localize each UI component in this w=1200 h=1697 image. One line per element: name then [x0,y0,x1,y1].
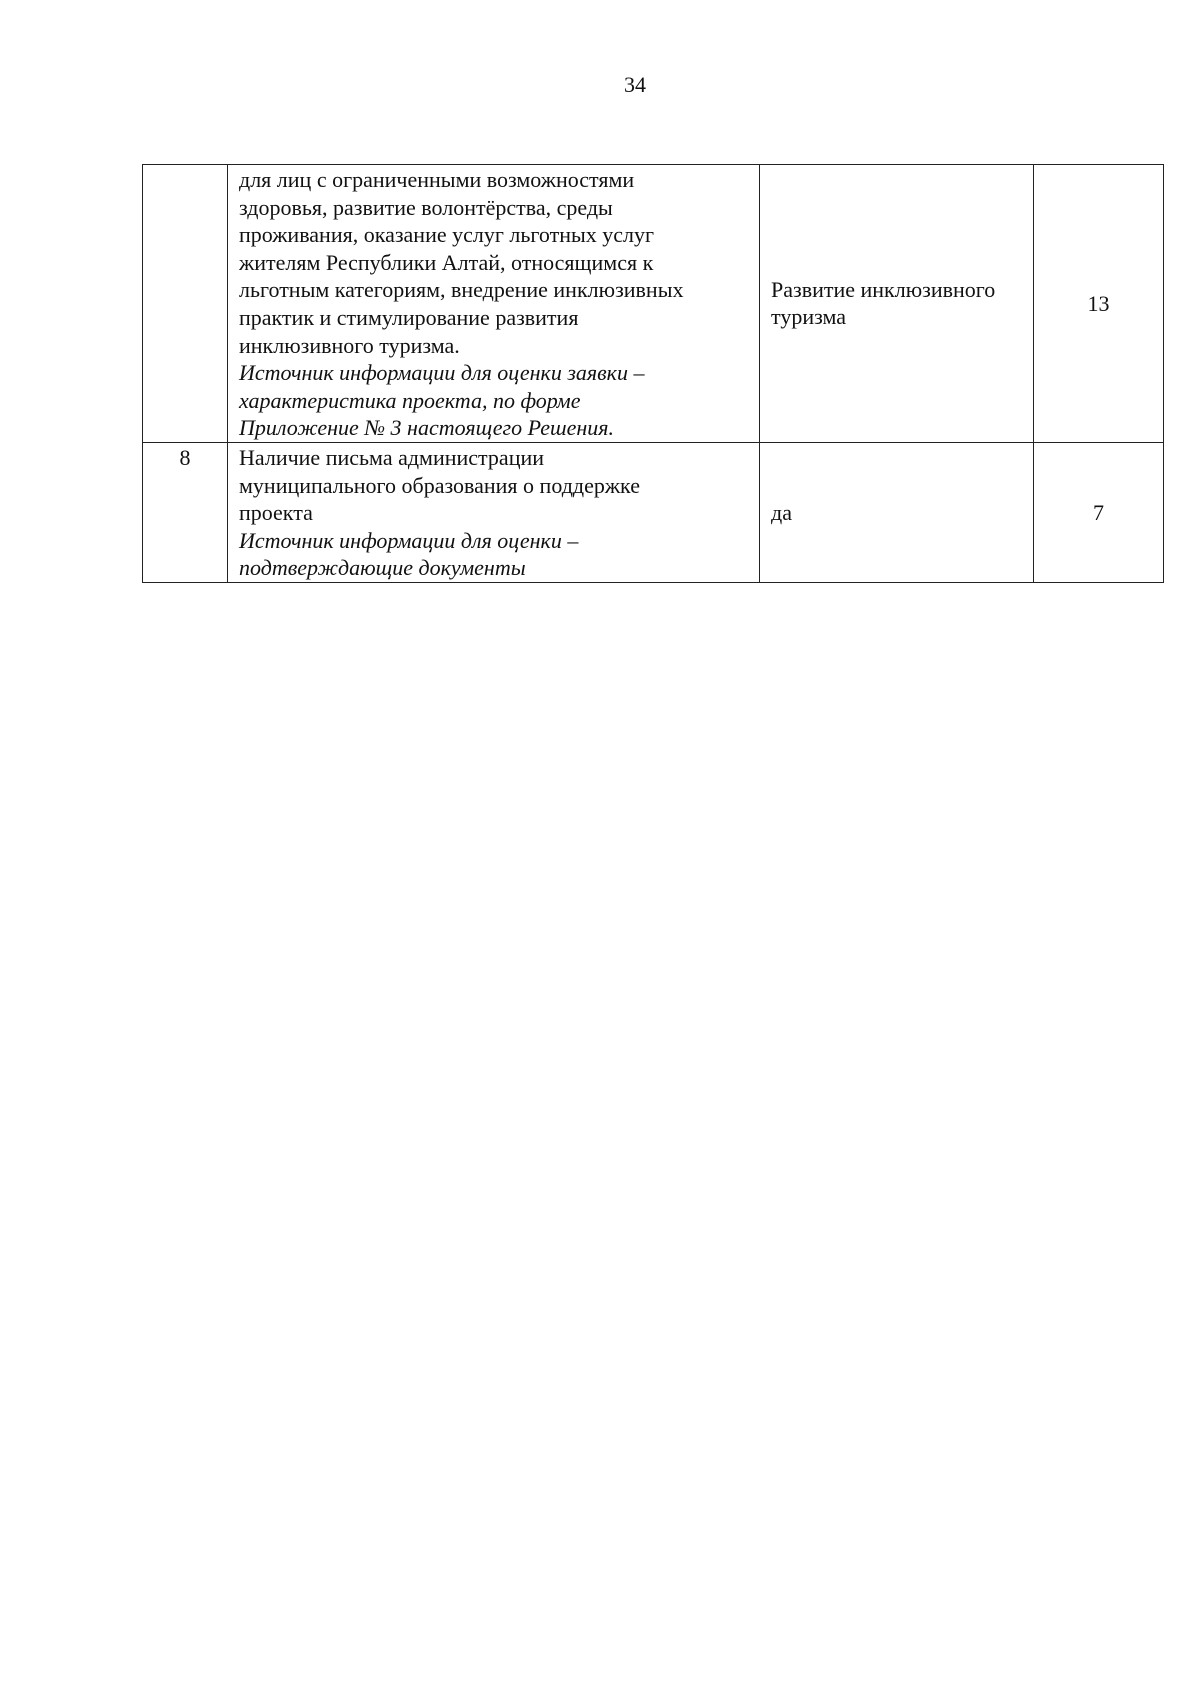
score-cell: 13 [1034,165,1164,443]
value-line: Развитие инклюзивного [771,276,996,302]
criterion-text-line: практик и стимулирование развития [239,304,579,330]
criterion-text-cell [228,165,760,443]
source-note-line: Приложение № 3 настоящего Решения. [239,415,614,441]
criterion-text-line: проживания, оказание услуг льготных услуг [239,222,655,248]
criterion-text-line: для лиц с ограниченными возможностями [239,167,635,192]
value-cell [760,442,1034,582]
value-cell [760,165,1034,443]
source-note-line: Источник информации для оценки – [239,527,579,553]
criteria-table [142,164,1164,583]
criterion-text-line: Наличие письма администрации [239,444,545,470]
row-number-cell [143,165,228,443]
criterion-text-line: проекта [239,500,313,526]
source-note-line: подтверждающие документы [239,555,526,581]
row-number-cell: 8 [143,442,228,582]
value-line: да [771,499,792,525]
criterion-text-cell [228,442,760,582]
source-note-line: характеристика проекта, по форме [239,387,581,413]
source-note-line: Источник информации для оценки заявки – [239,360,645,386]
score-cell: 7 [1034,442,1164,582]
criterion-text-line: жителям Республики Алтай, относящимся к [239,249,654,275]
criterion-text-line: льготным категориям, внедрение инклюзивных [239,277,684,303]
criterion-text-line: здоровья, развитие волонтёрства, среды [239,194,613,220]
table-row [143,442,1164,582]
page-number: 34 [624,72,646,97]
table-row [143,165,1164,443]
value-line: туризма [771,304,847,330]
criterion-text-line: инклюзивного туризма. [239,332,460,358]
criterion-text-line: муниципального образования о поддержке [239,472,640,498]
